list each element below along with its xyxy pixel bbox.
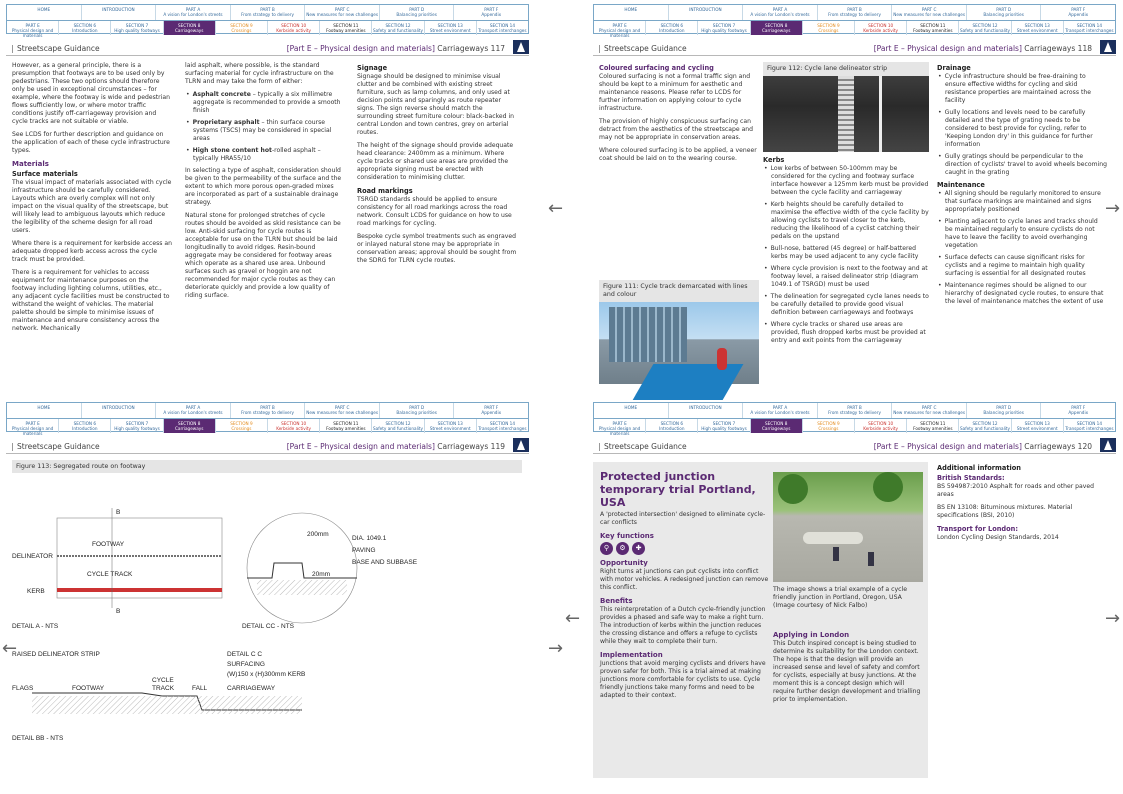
nav-item[interactable]: SECTION 6 Introduction bbox=[59, 419, 111, 433]
nav-item[interactable]: PART B From strategy to delivery bbox=[818, 5, 893, 20]
tfl-logo-icon bbox=[1100, 438, 1116, 452]
page-header bbox=[593, 438, 1116, 454]
detail-a-title: DETAIL A - NTS bbox=[12, 623, 59, 630]
detail-c-c-label: DETAIL C C bbox=[227, 651, 263, 658]
nav-item[interactable]: SECTION 14 Transport interchanges bbox=[478, 23, 527, 33]
nav-item[interactable]: PART D Balancing priorities bbox=[967, 5, 1042, 20]
nav-item[interactable]: PART E Physical design and materials bbox=[594, 419, 646, 433]
detail-bb-title: DETAIL BB - NTS bbox=[12, 735, 64, 742]
nav-item[interactable]: SECTION 10 Kerbside activity bbox=[268, 419, 320, 433]
junction-icon: ✚ bbox=[632, 542, 645, 555]
nav-item[interactable]: PART C New measures for new challenges bbox=[892, 5, 967, 20]
nav-item[interactable]: SECTION 6 Introduction bbox=[646, 21, 698, 35]
next-page-arrow-icon[interactable]: → bbox=[548, 638, 564, 659]
delineator-label: DELINEATOR bbox=[12, 553, 53, 560]
figure-111-caption: Figure 111: Cycle track demarcated with lines and colour bbox=[599, 280, 759, 302]
page-header bbox=[593, 40, 1116, 56]
nav-item[interactable]: PART C New measures for new challenges bbox=[892, 403, 967, 418]
nav-item[interactable]: PART B From strategy to delivery bbox=[818, 403, 893, 418]
nav-item[interactable]: PART D Balancing priorities bbox=[380, 403, 455, 418]
section-b-top-label: B bbox=[116, 509, 121, 516]
nav-item[interactable]: PART F Appendix bbox=[481, 405, 502, 415]
section-nav bbox=[6, 402, 529, 436]
dim-20mm-label: 20mm bbox=[312, 571, 331, 578]
page-118 bbox=[587, 2, 1122, 382]
kerbs-column: Kerbs • Low kerbs of between 50-100mm may be considered for the cycling and footway surface interface however a 125mm kerb must be provided between the cycle facility and carriageway • Kerb heights should be carefully detailed to maximise the effective width of the cycle facility by allowing cyclists to travel closer to the kerb, reducing the likelihood of a cyclist catching their pedals on the upstand • Bull-nose, battered (45 degree) or half-battered kerbs may be used adjacent to any cycle facility • Where cycle provision is next to the footway and at footway level, a raised delineator strip (diagram 1049.1 of TSRGD) must be used • The delineation for segregated cycle lanes needs to be carefully detailed to provide good visual definition between carriageways and footways • Where cycle tracks or shared use areas are provided, flush dropped kerbs must be provided at entry and exit points from the carriageway bbox=[763, 154, 929, 349]
tfl-logo-icon bbox=[513, 438, 529, 452]
nav-item[interactable]: SECTION 11 Footway amenities bbox=[320, 419, 372, 433]
column-3: Drainage • Cycle infrastructure should be free-draining to ensure effective widths for cycling and skid resistance properties are maintained across the facility • Gully locations and levels need to be carefully detailed and the type of grating needs to be considered to best provide for cycling, refer to 'Keeping London dry' in this guidance for further information • Gully gratings should be perpendicular to the direction of cyclists' travel to avoid wheels becoming caught in the grating Maintenance • All signing should be regularly monitored to ensure that surface markings are maintained and signs appropriately positioned • Planting adjacent to cycle lanes and tracks should be maintained regularly to ensure cyclists do not have to leave the facility to avoid overhanging vegetation • Surface defects can cause significant risks for cyclists and a regime to maintain high quality surfacing is essential for all designated routes • Maintenance regimes should be aligned to our hierarchy of designated cycle routes, to ensure that the level of maintenance matches the extent of use bbox=[937, 62, 1107, 310]
nav-item[interactable]: PART F Appendix bbox=[481, 7, 502, 17]
figure-112-caption: Figure 112: Cycle lane delineator strip bbox=[763, 62, 929, 76]
footway-bb-label: FOOTWAY bbox=[72, 685, 105, 692]
nav-item[interactable]: PART E Physical design and materials bbox=[594, 21, 646, 35]
tfl-logo-icon bbox=[1100, 40, 1116, 54]
nav-item[interactable]: SECTION 8 Carriageways bbox=[751, 21, 803, 35]
cycle-track-photo bbox=[599, 302, 759, 384]
column-2: laid asphalt, where possible, is the standard surfacing material for cycle infrastructure on the TLRN and may take the form of either: • Asphalt concrete – typically a six millimetre aggregate is recommended to provide a smooth finish • Proprietary asphalt – thin surface course systems (TSCS) may be considered in special areas • High stone content hot-rolled asphalt – typically HRA55/10 In selecting a type of asphalt, consideration should be given to the permeability of the surface and the extent to which more porous open-graded mixes are incorporated as part of a sustainable drainage strategy. Natural stone for prolonged stretches of cycle routes should be avoided as skid resistance can be low. Anti-skid surfacing for cycle routes is acceptable for use on the TLRN but should be laid longitudinally to avoid ridges. Resin-bound aggregate may be considered for footway areas which operate as a shared use area. Unbound surfaces such as gravel or hoggin are not recommended for major cycle routes as they can deteriorate quickly and provide a low quality of riding surface. bbox=[185, 62, 345, 305]
nav-item[interactable]: PART A A vision for London's streets bbox=[743, 5, 818, 20]
nav-item[interactable]: SECTION 6 Introduction bbox=[59, 21, 111, 35]
next-page-arrow-icon[interactable]: → bbox=[1105, 608, 1121, 629]
cycle-label: CYCLE bbox=[152, 677, 174, 684]
nav-item[interactable]: SECTION 11 Footway amenities bbox=[907, 419, 959, 433]
nav-item[interactable]: PART B From strategy to delivery bbox=[231, 5, 306, 20]
column-1: However, as a general principle, there is a presumption that footways are to be used only by pedestrians. These two options should therefore only be used in exceptional circumstances – for example, where the footway is wide and pedestrian flows sufficiently low, or where motor traffic conditions justify off-carriageway provision and cycle tracks are not suitable or viable. See LCDS for further description and guidance on the application of each of these cycle infrastructure types. Materials Surface materials The visual impact of materials associated with cycle infrastructure should be carefully considered. Layouts which are overly complex will not only impact on the visual quality of the streetscape, but will likely lead to ambiguous layouts which reduce the legibility of the scheme design for all road users. Where there is a requirement for kerbside access an adequate dropped kerb access across the cycle track must be provided. There is a requirement for vehicles to access equipment for maintenance purposes on the footway including lighting columns, utilities, etc., any adjacent cycle facilities must be constructed to withstand the weight of vehicles. The material palette should be simple to minimise issues of maintenance and ensure consistency across the network. Mechanically bbox=[12, 62, 173, 332]
nav-item[interactable]: SECTION 7 High quality footways bbox=[698, 21, 750, 35]
nav-item[interactable]: PART F Appendix bbox=[1068, 405, 1089, 415]
nav-item[interactable]: SECTION 10 Kerbside activity bbox=[268, 21, 320, 35]
page-heading: [Part E – Physical design and materials] Carriageways 118 bbox=[873, 44, 1092, 53]
photo-caption: The image shows a trial example of a cycle friendly junction in Portland, Oregon, USA (Image courtesy of Nick Falbo) bbox=[773, 586, 908, 609]
tfl-logo-icon bbox=[513, 40, 529, 54]
footway-label: FOOTWAY bbox=[92, 541, 125, 548]
page-heading: [Part E – Physical design and materials] Carriageways 119 bbox=[286, 442, 505, 451]
page-heading: [Part E – Physical design and materials] Carriageways 120 bbox=[873, 442, 1092, 451]
nav-item[interactable]: SECTION 9 Crossings bbox=[216, 21, 268, 35]
nav-item[interactable]: SECTION 12 Safety and functionality bbox=[959, 421, 1011, 431]
doc-title: Streetscape Guidance bbox=[599, 443, 687, 451]
prev-page-arrow-icon[interactable]: ← bbox=[548, 198, 564, 219]
section-nav bbox=[593, 4, 1116, 38]
cycle-track-label: CYCLE TRACK bbox=[87, 571, 133, 578]
nav-item[interactable]: SECTION 7 High quality footways bbox=[111, 21, 163, 35]
doc-title: Streetscape Guidance bbox=[12, 45, 100, 53]
section-nav bbox=[593, 402, 1116, 436]
nav-item[interactable]: PART C New measures for new challenges bbox=[305, 403, 380, 418]
carriageway-label: CARRIAGEWAY bbox=[227, 685, 276, 692]
nav-item[interactable]: SECTION 12 Safety and functionality bbox=[372, 23, 424, 33]
page-header bbox=[6, 40, 529, 56]
column-3: Signage Signage should be designed to minimise visual clutter and be combined with existing street furniture, such as lamp columns, and only used at decision points and sparingly as route repeater signs. The sign reverse should match the surrounding street furniture colour: black-backed in central London and town centres, grey on arterial routes. The height of the signage should provide adequate head clearance: 2400mm as a minimum. Where cycle tracks or shared use areas are provided the appropriate signing must be erected with consideration to minimising clutter. Road markings TSRGD standards should be applied to ensure consistency for all road markings across the road network. Consult LCDS for guidance on how to use road markings for cycling. Bespoke cycle symbol treatments such as engraved or inlayed natural stone may be appropriate in conservation areas; approval should be sought from the SDRG for TLRN cycle routes. bbox=[357, 64, 517, 264]
nav-item[interactable]: PART D Balancing priorities bbox=[967, 403, 1042, 418]
nav-item[interactable]: SECTION 9 Crossings bbox=[216, 419, 268, 433]
nav-item[interactable]: PART B From strategy to delivery bbox=[231, 403, 306, 418]
nav-item[interactable]: SECTION 14 Transport interchanges bbox=[1065, 421, 1114, 431]
nav-item[interactable]: PART E Physical design and materials bbox=[7, 419, 59, 433]
nav-item[interactable]: SECTION 10 Kerbside activity bbox=[855, 419, 907, 433]
nav-item[interactable]: SECTION 12 Safety and functionality bbox=[959, 23, 1011, 33]
nav-item[interactable]: PART A A vision for London's streets bbox=[156, 5, 231, 20]
segregated-route-diagram bbox=[12, 478, 522, 778]
nav-item[interactable]: SECTION 8 Carriageways bbox=[164, 419, 216, 433]
page-header bbox=[6, 438, 529, 454]
detail-cc-title: DETAIL CC - NTS bbox=[242, 623, 295, 630]
dim-200mm-label: 200mm bbox=[307, 531, 329, 538]
nav-item[interactable]: SECTION 9 Crossings bbox=[803, 21, 855, 35]
figure-113-caption: Figure 113: Segregated route on footway bbox=[12, 460, 522, 473]
doc-title: Streetscape Guidance bbox=[599, 45, 687, 53]
nav-item[interactable]: INTRODUCTION bbox=[82, 403, 157, 418]
applying-column: Applying in London This Dutch inspired concept is being studied to determine its suitability for the London context. The hope is that the design will provide an increased sense and level of safety and comfort for cyclists, especially at busy junctions. At the moment this is a concept design which will require further design development and trialling prior to implementation. bbox=[773, 631, 921, 703]
column-1: Coloured surfacing and cycling Coloured surfacing is not a formal traffic sign and should be kept to a minimum for aesthetic and maintenance reasons. Please refer to LCDS for further information on applying colour to cycle infrastructure. The provision of highly conspicuous surfacing can detract from the aesthetics of the streetscape and may not be appropriate in conservation areas. Where coloured surfacing is to be applied, a veneer coat should be laid on to the wearing course. bbox=[599, 64, 757, 162]
track-label: TRACK bbox=[152, 685, 175, 692]
delineator-strip-photo bbox=[763, 76, 929, 152]
nav-item[interactable]: SECTION 14 Transport interchanges bbox=[478, 421, 527, 431]
fall-label: FALL bbox=[192, 685, 208, 692]
nav-item[interactable]: HOME bbox=[7, 403, 82, 418]
doc-title: Streetscape Guidance bbox=[12, 443, 100, 451]
raised-delineator-label: RAISED DELINEATOR STRIP bbox=[12, 651, 100, 658]
kerb-dimension-label: (W)150 x (H)300mm KERB bbox=[227, 671, 306, 678]
nav-item[interactable]: HOME bbox=[594, 5, 669, 20]
nav-item[interactable]: SECTION 9 Crossings bbox=[803, 419, 855, 433]
page-heading: [Part E – Physical design and materials] Carriageways 117 bbox=[286, 44, 505, 53]
nav-item[interactable]: SECTION 7 High quality footways bbox=[698, 419, 750, 433]
nav-item[interactable]: SECTION 11 Footway amenities bbox=[320, 21, 372, 35]
nav-item[interactable]: SECTION 7 High quality footways bbox=[111, 419, 163, 433]
nav-item[interactable]: PART D Balancing priorities bbox=[380, 5, 455, 20]
nav-item[interactable]: SECTION 8 Carriageways bbox=[751, 419, 803, 433]
surfacing-label: SURFACING bbox=[227, 661, 265, 668]
nav-item[interactable]: PART A A vision for London's streets bbox=[743, 403, 818, 418]
case-study-left: Protected junction temporary trial Portland, USA A 'protected intersection' designed to eliminate cycle-car conflicts Key functions ⚲ ⚙ ✚ Opportunity Right turns at junctions can put cyclists into conflict with motor vehicles. A redesigned junction can remove this conflict. Benefits This reinterpretation of a Dutch cycle-friendly junction provides a phased and safe way to make a right turn. The introduction of kerbs within the junction reduces the crossing distance and offers a refuge to cyclists while they wait to complete their turn. Implementation Junctions that avoid merging cyclists and drivers have proven safer for both. This is a trial aimed at making junctions more comfortable for cyclists to use. Cycle friendly junctions take many forms and need to be adapted to their context. bbox=[600, 470, 769, 699]
nav-item[interactable]: SECTION 6 Introduction bbox=[646, 419, 698, 433]
nav-item[interactable]: SECTION 13 Street environment bbox=[1012, 21, 1064, 35]
key-functions-icons bbox=[600, 542, 770, 555]
nav-item[interactable]: HOME bbox=[594, 403, 669, 418]
next-page-arrow-icon[interactable]: → bbox=[1105, 198, 1121, 219]
nav-item[interactable]: SECTION 13 Street environment bbox=[1012, 419, 1064, 433]
nav-item[interactable]: INTRODUCTION bbox=[669, 403, 744, 418]
portland-junction-photo bbox=[773, 472, 923, 582]
nav-item[interactable]: PART C New measures for new challenges bbox=[305, 5, 380, 20]
base-subbase-label: BASE AND SUBBASE bbox=[352, 559, 418, 566]
nav-item[interactable]: INTRODUCTION bbox=[82, 5, 157, 20]
nav-item[interactable]: SECTION 13 Street environment bbox=[425, 419, 477, 433]
paving-label: PAVING bbox=[352, 547, 376, 554]
page-117 bbox=[0, 2, 535, 382]
nav-item[interactable]: SECTION 12 Safety and functionality bbox=[372, 421, 424, 431]
page-119 bbox=[0, 400, 535, 780]
prev-page-arrow-icon[interactable]: ← bbox=[2, 638, 18, 659]
section-b-bottom-label: B bbox=[116, 608, 121, 615]
nav-item[interactable]: INTRODUCTION bbox=[669, 5, 744, 20]
safety-icon: ⚙ bbox=[616, 542, 629, 555]
nav-item[interactable]: SECTION 11 Footway amenities bbox=[907, 21, 959, 35]
section-nav bbox=[6, 4, 529, 38]
flags-label: FLAGS bbox=[12, 685, 34, 692]
nav-item[interactable]: HOME bbox=[7, 5, 82, 20]
additional-info: Additional information British Standards: BS 594987:2010 Asphalt for roads and other paved areas BS EN 13108: Bituminous mixtures. Material specifications (BSI, 2010) Transport for London: London Cycling Design Standards, 2014 bbox=[937, 464, 1094, 541]
nav-item[interactable]: SECTION 10 Kerbside activity bbox=[855, 21, 907, 35]
nav-item[interactable]: SECTION 14 Transport interchanges bbox=[1065, 23, 1114, 33]
nav-item[interactable]: PART A A vision for London's streets bbox=[156, 403, 231, 418]
nav-item[interactable]: SECTION 8 Carriageways bbox=[164, 21, 216, 35]
dia-1049-label: DIA. 1049.1 bbox=[352, 535, 387, 542]
nav-item[interactable]: SECTION 13 Street environment bbox=[425, 21, 477, 35]
kerb-label: KERB bbox=[27, 588, 45, 595]
case-study-title: Protected junction temporary trial Portland, USA bbox=[600, 470, 756, 509]
cycle-icon: ⚲ bbox=[600, 542, 613, 555]
nav-item[interactable]: PART E Physical design and materials bbox=[7, 21, 59, 35]
page-120 bbox=[587, 400, 1122, 780]
prev-page-arrow-icon[interactable]: ← bbox=[565, 608, 581, 629]
nav-item[interactable]: PART F Appendix bbox=[1068, 7, 1089, 17]
